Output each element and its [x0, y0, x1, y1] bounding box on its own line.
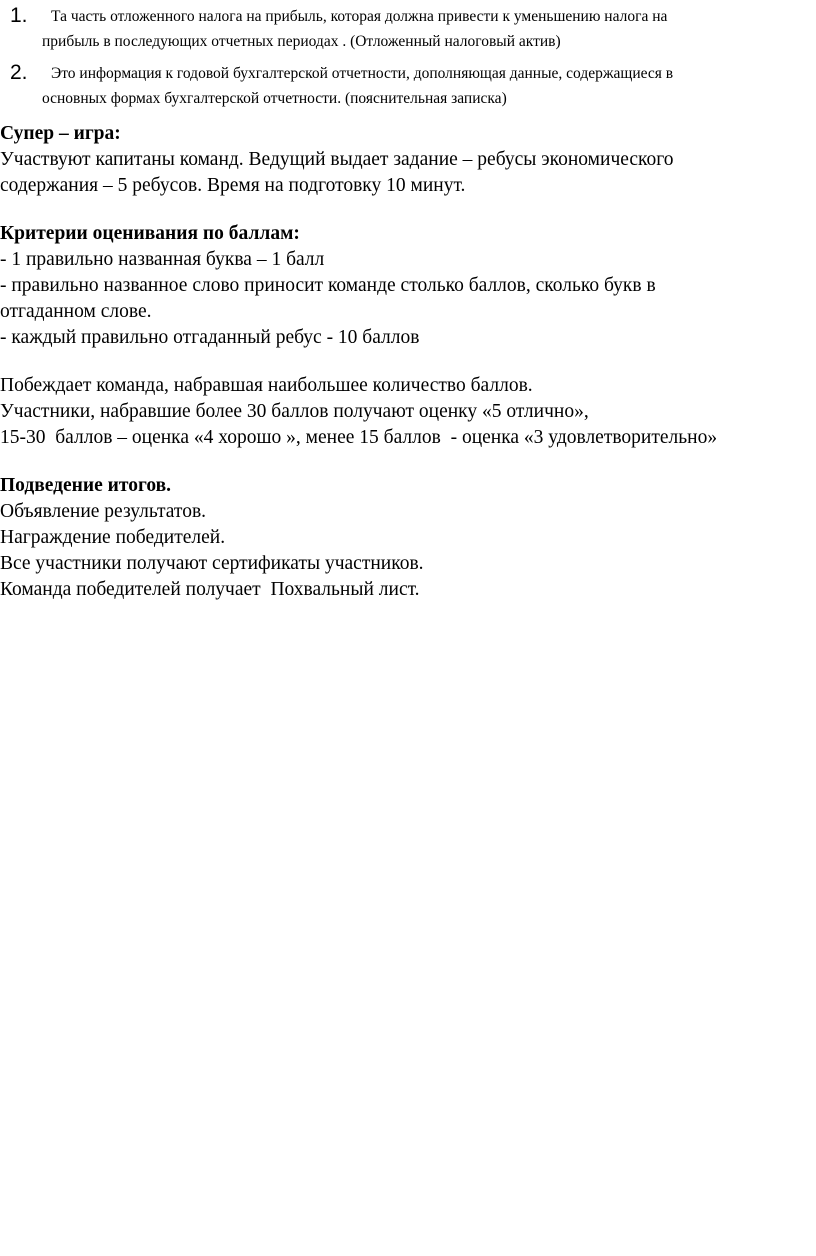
summary-line: Все участники получают сертификаты участников. [0, 553, 424, 574]
document-body [0, 121, 812, 603]
list-item-text-line: основных формах бухгалтерской отчетности. (пояснительная записка) [42, 90, 507, 107]
list-item-number: 2. [10, 61, 28, 84]
summary-line: Команда победителей получает Похвальный лист. [0, 579, 420, 600]
paragraph-line: Участвуют капитаны команд. Ведущий выдает задание – ребусы экономического [0, 149, 674, 170]
summary-line: Объявление результатов. [0, 501, 207, 522]
criteria-line: - каждый правильно отгаданный ребус - 10 баллов [0, 327, 420, 348]
numbered-list [0, 4, 800, 118]
super-game-heading: Супер – игра: [0, 123, 121, 144]
winner-line: Участники, набравшие более 30 баллов получают оценку «5 отлично», [0, 401, 589, 422]
list-item-text-line: Это информация к годовой бухгалтерской отчетности, дополняющая данные, содержащиеся в [51, 65, 674, 82]
list-item-text-line: Та часть отложенного налога на прибыль, которая должна привести к уменьшению налога на [51, 8, 668, 25]
paragraph-line: содержания – 5 ребусов. Время на подготовку 10 минут. [0, 175, 466, 196]
spacer [0, 351, 812, 373]
criteria-line: отгаданном слове. [0, 301, 152, 322]
winner-line: Побеждает команда, набравшая наибольшее количество баллов. [0, 375, 533, 396]
criteria-heading: Критерии оценивания по баллам: [0, 223, 300, 244]
summary-heading: Подведение итогов. [0, 475, 172, 496]
list-item [0, 4, 800, 54]
list-item-text-line: прибыль в последующих отчетных периодах . (Отложенный налоговый актив) [42, 33, 561, 50]
list-item [0, 61, 800, 111]
list-item-number: 1. [10, 4, 28, 27]
summary-line: Награждение победителей. [0, 527, 226, 548]
criteria-line: - 1 правильно названная буква – 1 балл [0, 249, 325, 270]
winner-line: 15-30 баллов – оценка «4 хорошо », менее 15 баллов - оценка «3 удовлетворительно» [0, 427, 718, 448]
spacer [0, 451, 812, 473]
criteria-line: - правильно названное слово приносит команде столько баллов, сколько букв в [0, 275, 656, 296]
spacer [0, 199, 812, 221]
